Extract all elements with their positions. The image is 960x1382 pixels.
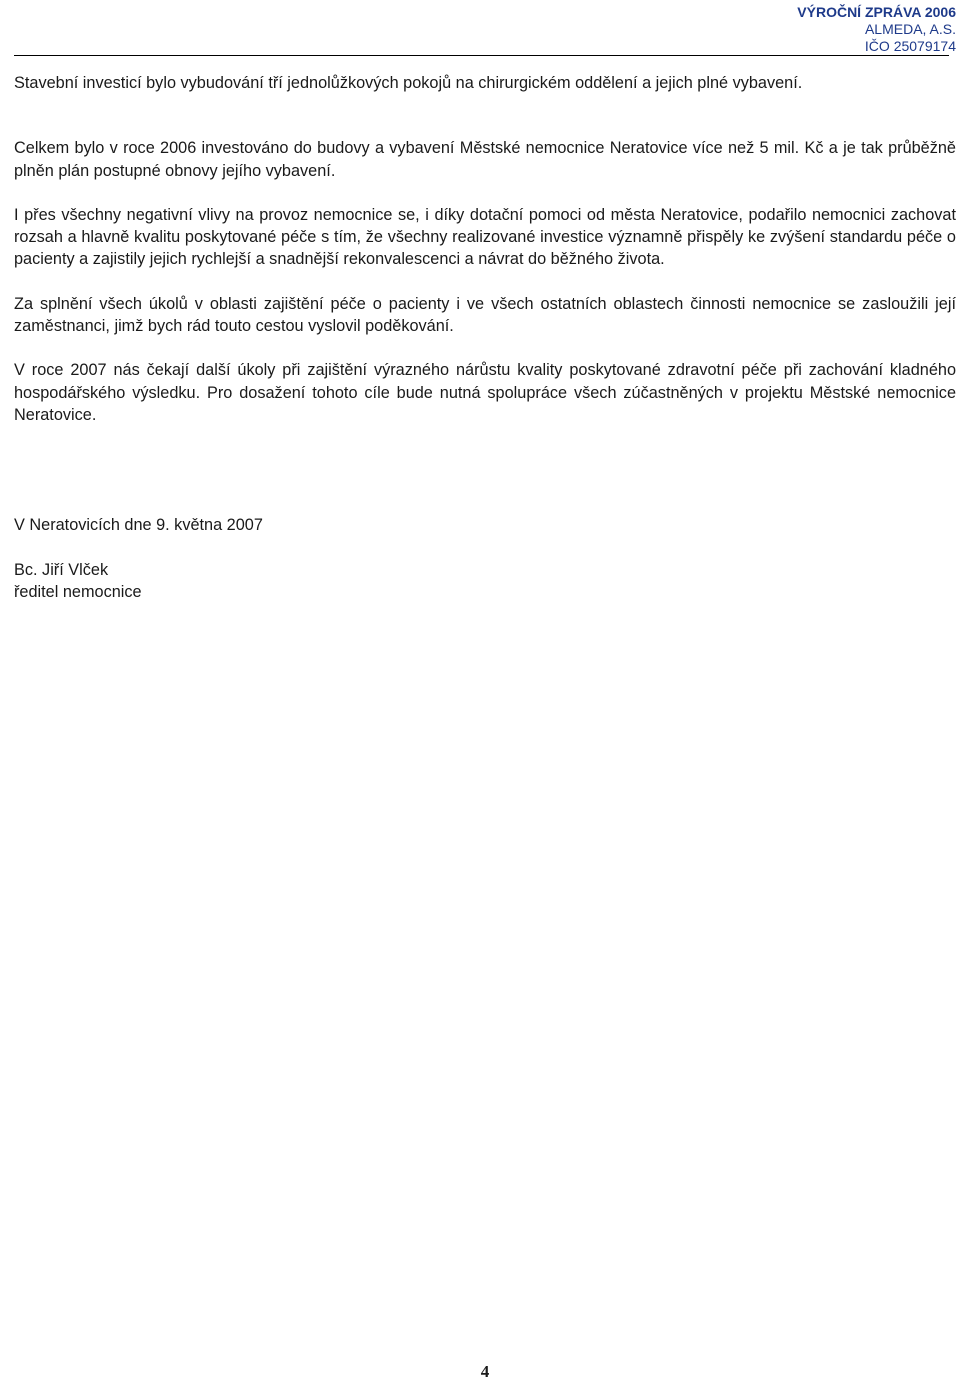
place-and-date: V Neratovicích dne 9. května 2007 [14,516,263,535]
report-title: VÝROČNÍ ZPRÁVA 2006 [797,4,956,20]
paragraph-thanks: Za splnění všech úkolů v oblasti zajištění péče o pacienty i ve všech ostatních oblastech činnosti nemocnice se zasloužili její zaměstnanci, jimž bych rád touto cestou vyslovil poděkování. [14,294,956,336]
document-body [14,72,956,603]
header-divider [14,55,949,56]
company-name: ALMEDA, A.S. [864,21,956,37]
paragraph-investment: Stavební investicí bylo vybudování tří jednolůžkových pokojů na chirurgickém oddělení a jejich plné vybavení. [14,74,803,92]
signer-title: ředitel nemocnice [14,582,142,601]
signer-name: Bc. Jiří Vlček [14,560,109,579]
paragraph-care-quality: I přes všechny negativní vlivy na provoz nemocnice se, i díky dotační pomoci od města Neratovice, podařilo nemocnici zachovat rozsah a hlavně kvalitu poskytované péče s tím, že všechny realizované investice významně přispěly ke zvýšení standardu péče o pacienty a zajistily jejich rychlejší a snadnější rekonvalescenci a návrat do běžného života. [14,205,956,269]
paragraph-outlook-2007: V roce 2007 nás čekají další úkoly při zajištění výrazného nárůstu kvality poskytované zdravotní péče při zachování kladného hospodářského výsledku. Pro dosažení tohoto cíle bude nutná spolupráce všech zúčastněných v projektu Městské nemocnice Neratovice. [14,361,956,424]
paragraph-total-investment: Celkem bylo v roce 2006 investováno do budovy a vybavení Městské nemocnice Neratovice více než 5 mil. Kč a je tak průběžně plněn plán postupné obnovy jejího vybavení. [14,139,956,180]
company-id: IČO 25079174 [864,38,956,54]
page-number: 4 [480,1362,490,1381]
report-header [797,4,956,55]
